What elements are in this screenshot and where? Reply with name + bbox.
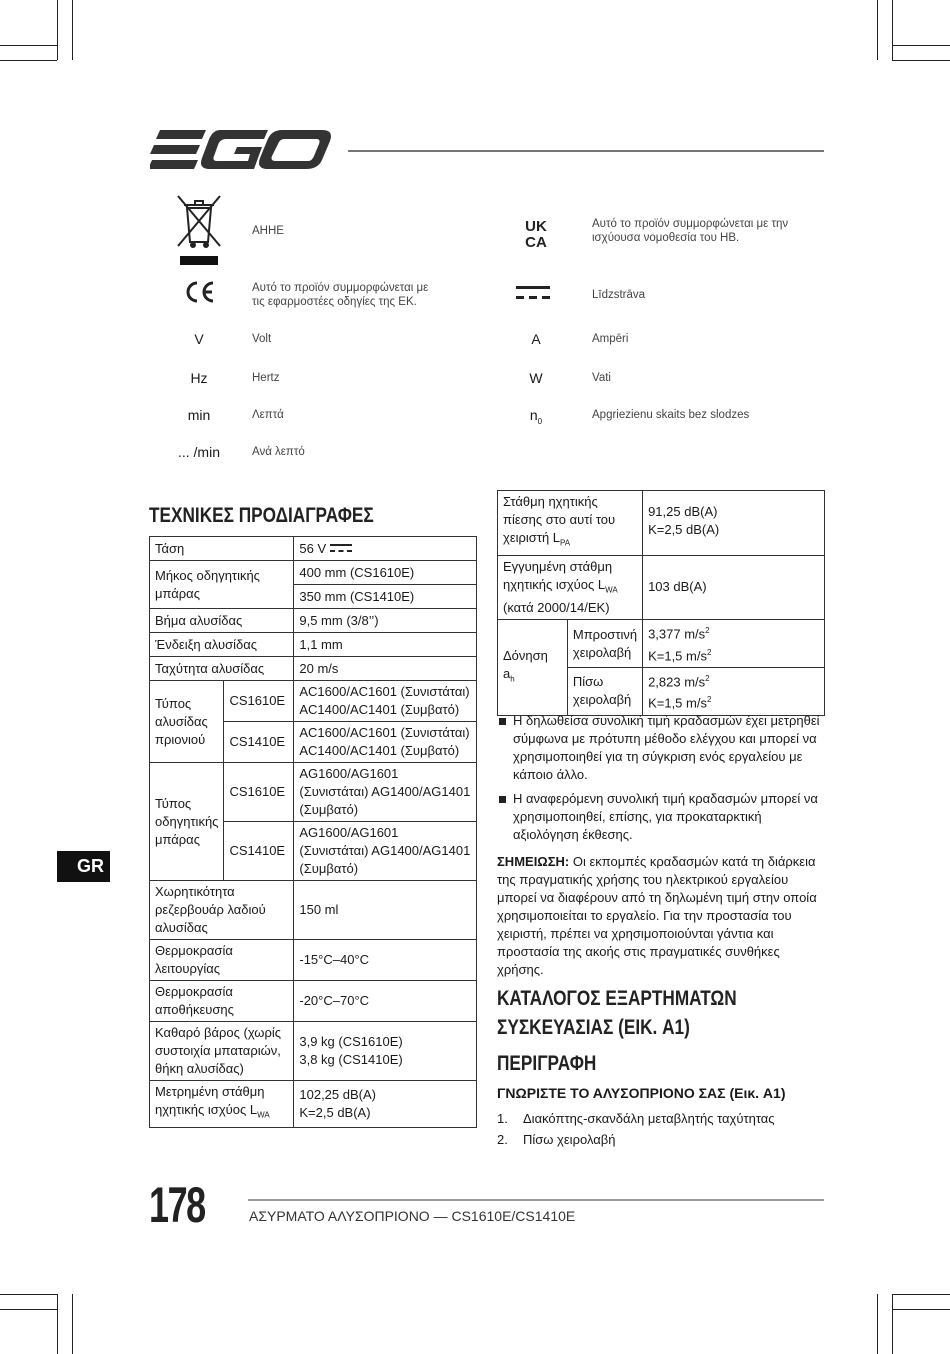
- guide-bar-label: Τύπος οδηγητικής μπάρας: [150, 763, 224, 881]
- lwa-label: Μετρημένη στάθμη ηχητικής ισχύος $L_{WA}$: [150, 1081, 294, 1128]
- table-row: [150, 609, 477, 633]
- vibration-label: Δόνηση $a_h$: [498, 620, 568, 715]
- no-load-speed-desc: Apgriezienu skaits bez slodzes: [592, 409, 750, 421]
- crop-mark: [0, 1309, 58, 1310]
- gauge-label: Ένδειξη αλυσίδας: [150, 633, 294, 657]
- lpa-label: Στάθμη ηχητικής πίεσης στο αυτί του χειριστή $L_{PA}$: [498, 491, 643, 556]
- per-min-desc: Ανά λεπτό: [252, 446, 305, 458]
- crop-mark: [892, 60, 950, 61]
- weee-desc: AHHE: [252, 225, 284, 237]
- ce-desc: Αυτό το προϊόν συμμορφώνεται με τις εφαρμοστέες οδηγίες της ΕΚ.: [252, 282, 429, 308]
- symbol-volt: V: [194, 331, 204, 347]
- page-number: 178: [149, 1177, 205, 1233]
- packing-heading: ΚΑΤΑΛΟΓΟΣ ΕΞΑΡΤΗΜΑΤΩΝ ΣΥΣΚΕΥΑΣΙΑΣ (ΕΙΚ. A1): [497, 987, 737, 1039]
- table-row: [498, 555, 825, 620]
- footer-rule: [248, 1199, 824, 1201]
- table-row: [498, 620, 825, 668]
- bar-length-1: 400 mm (CS1610E): [294, 561, 477, 585]
- table-row: [150, 763, 477, 822]
- list-item: 1. Διακόπτης-σκανδάλη μεταβλητής ταχύτητας: [497, 1111, 775, 1126]
- ukca-desc: Αυτό το προϊόν συμμορφώνεται με την ισχύουσα νομοθεσία του ΗΒ.: [592, 218, 789, 244]
- crop-mark: [892, 0, 893, 60]
- crop-mark: [892, 1309, 950, 1310]
- pitch-label: Βήμα αλυσίδας: [150, 609, 294, 633]
- table-row: [150, 537, 477, 561]
- lpa-value: 91,25 dB(A) K=2,5 dB(A): [643, 491, 825, 556]
- speed-label: Ταχύτητα αλυσίδας: [150, 657, 294, 681]
- crop-mark: [892, 1294, 893, 1354]
- rear-handle-label: Πίσω χειρολαβή: [567, 667, 642, 715]
- crop-mark: [877, 0, 878, 60]
- lwa-guaranteed-value: 103 dB(A): [643, 555, 825, 620]
- crop-mark: [892, 45, 950, 46]
- crop-mark: [0, 1294, 57, 1295]
- list-item: Η αναφερόμενη συνολική τιμή κραδασμών μπορεί να χρησιμοποιηθεί, επίσης, για προκαταρκτική αξιολόγηση έκθεσης.: [497, 790, 827, 844]
- table-row: [150, 561, 477, 585]
- crop-mark: [0, 60, 57, 61]
- table-row: [150, 881, 477, 940]
- footer-title: ΑΣΥΡΜΑΤΟ ΑΛΥΣΟΠΡΙΟΝΟ — CS1610E/CS1410E: [249, 1208, 576, 1224]
- header-rule: [348, 150, 824, 152]
- saw-chain-label: Τύπος αλυσίδας πριονιού: [150, 681, 224, 763]
- symbol-watt: W: [529, 370, 543, 386]
- symbol-per-min: ... /min: [177, 444, 220, 460]
- lwa-value: 102,25 dB(A) K=2,5 dB(A): [294, 1081, 477, 1128]
- lwa-guaranteed-label: Εγγυημένη στάθμη ηχητικής ισχύος $L_{WA}$ (κατά 2000/14/ΕΚ): [498, 555, 643, 620]
- saw-chain-model-1: CS1610E: [224, 681, 294, 722]
- volt-desc: Volt: [252, 333, 272, 345]
- table-row: [150, 633, 477, 657]
- bar-length-label: Μήκος οδηγητικής μπάρας: [150, 561, 294, 609]
- table-row: [150, 657, 477, 681]
- description-heading: ΠΕΡΙΓΡΑΦΗ: [497, 1052, 597, 1075]
- weight-label: Καθαρό βάρος (χωρίς συστοιχία μπαταριών, θήκη αλυσίδας): [150, 1022, 294, 1081]
- language-tab: GR: [57, 851, 110, 882]
- crop-mark: [892, 1294, 950, 1295]
- svg-text:CA: CA: [525, 234, 547, 249]
- table-row: [150, 981, 477, 1022]
- weight-value: 3,9 kg (CS1610E) 3,8 kg (CS1410E): [294, 1022, 477, 1081]
- symbol-min: min: [187, 407, 211, 423]
- vibration-notes: [497, 712, 827, 850]
- saw-chain-2: AC1600/AC1601 (Συνιστάται) AC1400/AC1401 (Συμβατό): [294, 722, 477, 763]
- table-row: [498, 491, 825, 556]
- direct-current-icon: [330, 544, 352, 554]
- op-temp-label: Θερμοκρασία λειτουργίας: [150, 940, 294, 981]
- symbol-hertz: Hz: [190, 370, 208, 386]
- ego-logo: [150, 128, 332, 172]
- crop-mark: [0, 45, 58, 46]
- spec-heading: ΤΕΧΝΙΚΕΣ ΠΡΟΔΙΑΓΡΑΦΕΣ: [149, 504, 374, 527]
- direct-current-icon: [516, 286, 550, 302]
- crop-mark: [877, 1294, 878, 1354]
- symbol-ampere: A: [531, 331, 541, 347]
- guide-bar-model-2: CS1410E: [224, 822, 294, 881]
- parts-list: [497, 1108, 775, 1150]
- pitch-value: 9,5 mm (3/8’’): [294, 609, 477, 633]
- dc-desc: Līdzstrāva: [592, 289, 646, 301]
- list-item: Η δηλωθείσα συνολική τιμή κραδασμών έχει μετρηθεί σύμφωνα με πρότυπη μέθοδο ελέγχου και μπορεί να χρησιμοποιηθεί για τη σύγκριση ενός εργαλείου με κάποιο άλλο.: [497, 712, 827, 784]
- oil-label: Χωρητικότητα ρεζερβουάρ λαδιού αλυσίδας: [150, 881, 294, 940]
- spec-table: [149, 536, 477, 1128]
- table-row: [150, 1081, 477, 1128]
- note-paragraph: ΣΗΜΕΙΩΣΗ: Οι εκπομπές κραδασμών κατά τη διάρκεια της πραγματικής χρήσης του ηλεκτρικού εργαλείου μπορεί να διαφέρουν από τη δηλωμένη τιμή στην οποία χρησιμοποιείται το εργαλείο. Για την προστασία του χειριστή, πρέπει να χρησιμοποιούνται γάντια και προστασία της ακοής στις πραγματικές συνθήκες χρήσης.: [497, 854, 817, 977]
- know-heading: ΓΝΩΡΙΣΤΕ ΤΟ ΑΛΥΣΟΠΡΙΟΝΟ ΣΑΣ (Εικ. A1): [497, 1085, 786, 1101]
- voltage-value: 56 V: [294, 537, 477, 561]
- rear-handle-value: 2,823 $m/s^2$ K=1,5 $m/s^2$: [643, 667, 825, 715]
- saw-chain-model-2: CS1410E: [224, 722, 294, 763]
- saw-chain-1: AC1600/AC1601 (Συνιστάται) AC1400/AC1401 (Συμβατό): [294, 681, 477, 722]
- guide-bar-1: AG1600/AG1601 (Συνιστάται) AG1400/AG1401 (Συμβατό): [294, 763, 477, 822]
- op-temp-value: -15°C–40°C: [294, 940, 477, 981]
- store-temp-value: -20°C–70°C: [294, 981, 477, 1022]
- bar-length-2: 350 mm (CS1410E): [294, 585, 477, 609]
- front-handle-value: 3,377 $m/s^2$ K=1,5 $m/s^2$: [643, 620, 825, 668]
- min-desc: Λεπτά: [252, 409, 284, 421]
- store-temp-label: Θερμοκρασία αποθήκευσης: [150, 981, 294, 1022]
- ukca-mark-icon: [519, 217, 553, 249]
- guide-bar-2: AG1600/AG1601 (Συνιστάται) AG1400/AG1401 (Συμβατό): [294, 822, 477, 881]
- front-handle-label: Μπροστινή χειρολαβή: [567, 620, 642, 668]
- table-row: [150, 681, 477, 722]
- hertz-desc: Hertz: [252, 372, 280, 384]
- symbol-no-load-speed: $n_0$: [529, 407, 543, 426]
- speed-value: 20 m/s: [294, 657, 477, 681]
- ampere-desc: Ampēri: [592, 333, 629, 345]
- table-row: [150, 940, 477, 981]
- acoustic-table: [497, 490, 825, 716]
- guide-bar-model-1: CS1610E: [224, 763, 294, 822]
- crop-mark: [57, 0, 58, 60]
- svg-text:UK: UK: [525, 218, 547, 235]
- watt-desc: Vati: [592, 372, 611, 384]
- voltage-label: Τάση: [150, 537, 294, 561]
- crop-mark: [72, 1294, 73, 1354]
- crop-mark: [57, 1294, 58, 1354]
- list-item: 2. Πίσω χειρολαβή: [497, 1132, 616, 1147]
- ce-mark-icon: [182, 280, 216, 304]
- weee-crossed-bin-icon: [176, 194, 222, 266]
- crop-mark: [72, 0, 73, 60]
- gauge-value: 1,1 mm: [294, 633, 477, 657]
- table-row: [150, 1022, 477, 1081]
- oil-value: 150 ml: [294, 881, 477, 940]
